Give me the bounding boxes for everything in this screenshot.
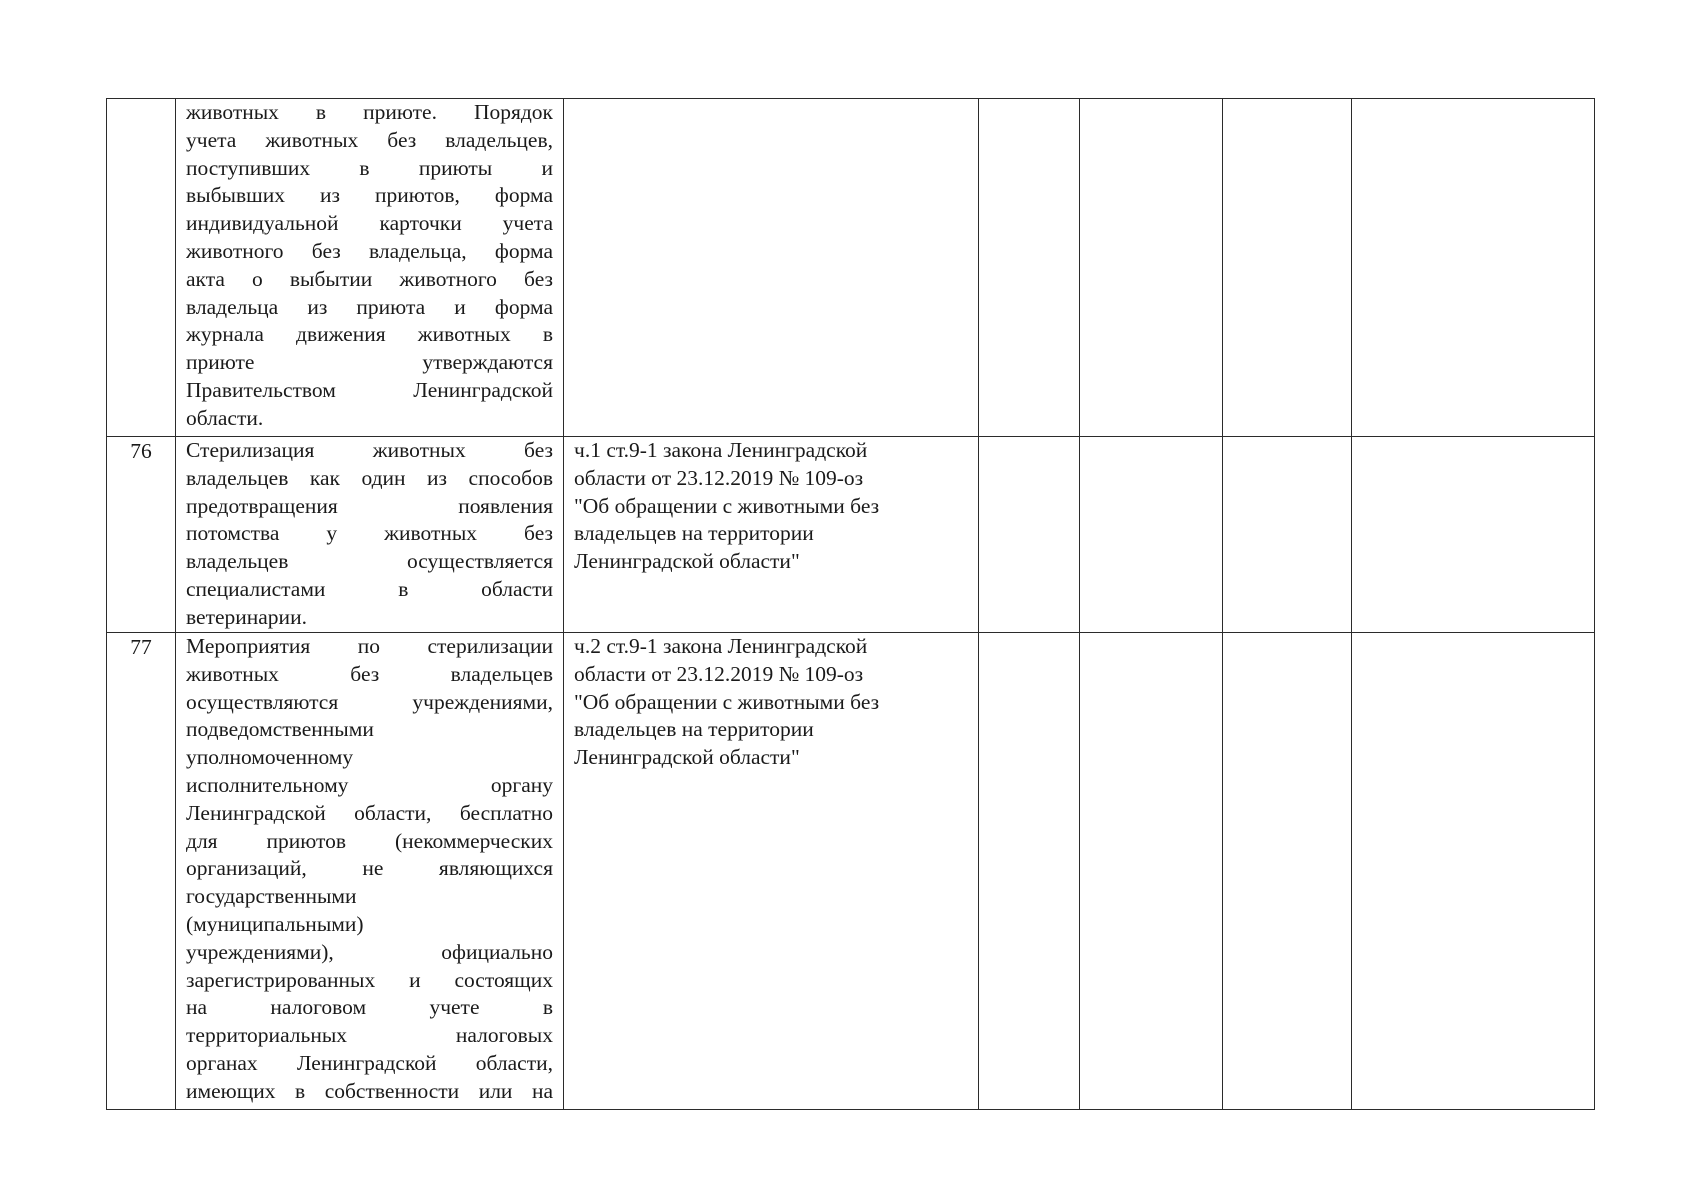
requirement-line: уполномоченному (186, 745, 354, 770)
requirement-line: поступивших в приюты и (186, 155, 553, 180)
requirement-line: (муниципальными) (186, 911, 364, 936)
row-number: 77 (130, 635, 152, 659)
empty-cell (1223, 437, 1352, 633)
requirement-line: Правительством Ленинградской (186, 377, 553, 402)
requirement-line: приюте утверждаются (186, 350, 553, 375)
empty-cell (1223, 633, 1352, 1110)
law-reference-cell (564, 633, 979, 1110)
requirement-line: акта о выбытии животного без (186, 266, 553, 291)
law-reference-line: владельцев на территории (574, 521, 814, 546)
requirement-line: животного без владельца, форма (186, 238, 553, 263)
requirement-line: организаций, не являющихся (186, 856, 553, 881)
empty-cell (979, 99, 1080, 437)
law-reference-line: "Об обращении с животными без (574, 493, 880, 518)
empty-cell (1352, 633, 1595, 1110)
requirement-line: зарегистрированных и состоящих (186, 967, 553, 992)
law-reference-line: области от 23.12.2019 № 109-оз (574, 661, 864, 686)
requirement-line: потомства у животных без (186, 521, 553, 546)
requirement-line: области. (186, 405, 264, 430)
requirement-line: учреждениями), официально (186, 939, 553, 964)
row-number-cell (107, 633, 176, 1110)
empty-cell (1080, 99, 1223, 437)
table-row (107, 99, 1595, 437)
empty-cell (1352, 437, 1595, 633)
requirement-line: для приютов (некоммерческих (186, 828, 553, 853)
empty-cell (979, 437, 1080, 633)
law-reference-line: области от 23.12.2019 № 109-оз (574, 465, 864, 490)
requirement-line: государственными (186, 884, 357, 909)
requirement-line: специалистами в области (186, 576, 553, 601)
law-reference-line: Ленинградской области" (574, 745, 800, 770)
requirement-line: Ленинградской области, бесплатно (186, 800, 553, 825)
requirement-line: территориальных налоговых (186, 1023, 553, 1048)
requirement-line: животных без владельцев (186, 661, 553, 686)
empty-cell (1080, 633, 1223, 1110)
empty-cell (1223, 99, 1352, 437)
requirement-line: ветеринарии. (186, 604, 307, 629)
law-reference-line: ч.1 ст.9-1 закона Ленинградской (574, 438, 868, 462)
law-reference-line: владельцев на территории (574, 717, 814, 742)
requirement-line: подведомственными (186, 717, 374, 742)
empty-cell (1352, 99, 1595, 437)
requirement-line: индивидуальной карточки учета (186, 211, 553, 236)
requirement-line: осуществляются учреждениями, (186, 689, 553, 714)
requirement-line: на налоговом учете в (186, 995, 553, 1020)
row-number-cell (107, 99, 176, 437)
law-reference-line: "Об обращении с животными без (574, 689, 880, 714)
requirement-cell (176, 633, 564, 1110)
table-row (107, 633, 1595, 1110)
row-number-cell (107, 437, 176, 633)
requirement-line: предотвращения появления (186, 493, 553, 518)
requirement-line: Мероприятия по стерилизации (186, 634, 553, 658)
law-reference-line: Ленинградской области" (574, 549, 800, 574)
requirement-line: журнала движения животных в (186, 322, 553, 347)
requirement-cell (176, 437, 564, 633)
requirement-line: животных в приюте. Порядок (186, 100, 553, 124)
requirement-cell (176, 99, 564, 437)
empty-cell (1080, 437, 1223, 633)
requirement-line: владельцев осуществляется (186, 549, 553, 574)
requirement-line: выбывших из приютов, форма (186, 183, 553, 208)
row-number: 76 (130, 439, 152, 463)
table-row (107, 437, 1595, 633)
empty-cell (979, 633, 1080, 1110)
requirement-line: владельцев как один из способов (186, 465, 553, 490)
requirement-line: органах Ленинградской области, (186, 1050, 553, 1075)
law-reference-cell (564, 437, 979, 633)
requirement-line: владельца из приюта и форма (186, 294, 553, 319)
requirement-line: учета животных без владельцев, (186, 127, 553, 152)
requirement-line: имеющих в собственности или на (186, 1078, 553, 1103)
requirements-table (106, 98, 1595, 1110)
law-reference-cell (564, 99, 979, 437)
requirement-line: Стерилизация животных без (186, 438, 553, 462)
requirement-line: исполнительному органу (186, 772, 553, 797)
law-reference-line: ч.2 ст.9-1 закона Ленинградской (574, 634, 868, 658)
